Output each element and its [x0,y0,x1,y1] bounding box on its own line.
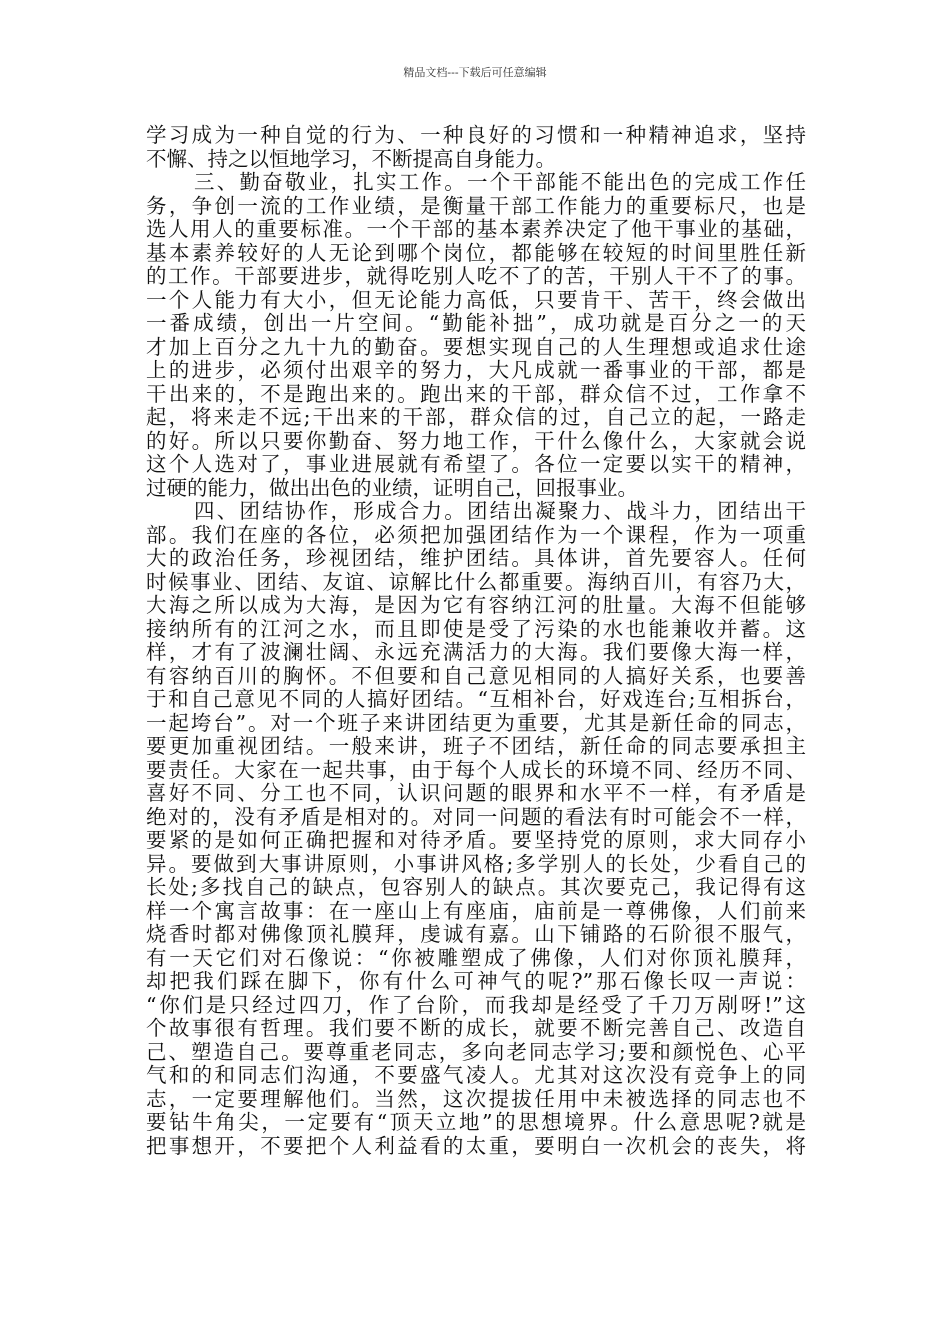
text-line: 有一天它们对石像说：“你被雕塑成了佛像，人们对你顶礼膜拜， [146,946,806,970]
text-line: 过硬的能力，做出出色的业绩，证明自己，回报事业。 [146,476,638,500]
text-line: 有容纳百川的胸怀。不但要和自己意见相同的人搞好关系，也要善 [146,664,806,688]
text-line: 部。我们在座的各位，必须把加强团结作为一个课程，作为一项重 [146,523,806,547]
text-line: 基本素养较好的人无论到哪个岗位，都能够在较短的时间里胜任新 [146,241,806,265]
text-line: 一番成绩，创出一片空间。“勤能补拙”，成功就是百分之一的天 [146,312,806,335]
text-line: 的工作。干部要进步，就得吃别人吃不了的苦，干别人干不了的事。 [146,265,806,288]
text-line: 要更加重视团结。一般来讲，班子不团结，新任命的同志要承担主 [146,735,806,758]
text-line: 长处;多找自己的缺点，包容别人的缺点。其次要克己，我记得有这 [146,876,806,899]
text-line: 要钻牛角尖，一定要有“顶天立地”的思想境界。什么意思呢?就是 [146,1111,806,1134]
text-line: 的好。所以只要你勤奋、努力地工作，干什么像什么，大家就会说 [146,429,806,453]
text-line: 要紧的是如何正确把握和对待矛盾。要坚持党的原则，求大同存小 [146,829,806,852]
text-line: 于和自己意见不同的人搞好团结。“互相补台，好戏连台;互相拆台， [146,688,806,711]
page-header: 精品文档---下载后可任意编辑 [403,66,547,79]
text-line: 接纳所有的江河之水，而且即使是受了污染的水也能兼收并蓄。这 [146,617,806,641]
text-line: 这个人选对了，事业进展就有希望了。各位一定要以实干的精神， [146,453,806,476]
text-line: 务，争创一流的工作业绩，是衡量干部工作能力的重要标尺，也是 [146,194,806,218]
text-line: 四、团结协作，形成合力。团结出凝聚力、战斗力，团结出干 [194,500,806,523]
text-line: 绝对的，没有矛盾是相对的。对同一问题的看法有时可能会不一样， [146,805,806,829]
text-line: 时候事业、团结、友谊、谅解比什么都重要。海纳百川，有容乃大， [146,570,806,594]
text-line: 样一个寓言故事：在一座山上有座庙，庙前是一尊佛像，人们前来 [146,899,806,923]
text-line: 把事想开，不要把个人利益看的太重，要明白一次机会的丧失，将 [146,1134,806,1158]
text-line: 干出来的，不是跑出来的。跑出来的干部，群众信不过，工作拿不 [146,382,806,406]
text-line: 大海之所以成为大海，是因为它有容纳江河的肚量。大海不但能够 [146,594,806,617]
text-line: “你们是只经过四刀，作了台阶，而我却是经受了千刀万剐呀!”这 [146,993,806,1017]
text-line: 要责任。大家在一起共事，由于每个人成长的环境不同、经历不同、 [146,758,806,782]
text-line: 一个人能力有大小，但无论能力高低，只要肯干、苦干，终会做出 [146,288,806,312]
text-line: 学习成为一种自觉的行为、一种良好的习惯和一种精神追求，坚持 [146,124,806,147]
text-line: 才加上百分之九十九的勤奋。要想实现自己的人生理想或追求仕途 [146,335,806,359]
text-line: 起，将来走不远;干出来的干部，群众信的过，自己立的起，一路走 [146,406,806,429]
text-line: 喜好不同、分工也不同，认识问题的眼界和水平不一样，有矛盾是 [146,782,806,805]
text-line: 却把我们踩在脚下，你有什么可神气的呢?”那石像长叹一声说： [146,970,806,993]
text-line: 选人用人的重要标准。一个干部的基本素养决定了他干事业的基础， [146,218,806,241]
text-line: 不懈、持之以恒地学习，不断提高自身能力。 [146,147,556,171]
text-line: 上的进步，必须付出艰辛的努力，大凡成就一番事业的干部，都是 [146,359,806,382]
text-line: 个故事很有哲理。我们要不断的成长，就要不断完善自己、改造自 [146,1017,806,1040]
text-line: 气和的和同志们沟通，不要盛气凌人。尤其对这次没有竞争上的同 [146,1064,806,1087]
text-line: 样，才有了波澜壮阔、永远充满活力的大海。我们要像大海一样， [146,641,806,664]
text-line: 大的政治任务，珍视团结，维护团结。具体讲，首先要容人。任何 [146,547,806,570]
text-line: 志，一定要理解他们。当然，这次提拔任用中未被选择的同志也不 [146,1087,806,1111]
text-line: 异。要做到大事讲原则，小事讲风格;多学别人的长处，少看自己的 [146,852,806,876]
document-body [146,124,806,1158]
text-line: 一起垮台”。对一个班子来讲团结更为重要，尤其是新任命的同志， [146,711,806,735]
text-line: 三、勤奋敬业，扎实工作。一个干部能不能出色的完成工作任 [194,171,806,194]
text-line: 烧香时都对佛像顶礼膜拜，虔诚有嘉。山下铺路的石阶很不服气， [146,923,806,946]
text-line: 己、塑造自己。要尊重老同志，多向老同志学习;要和颜悦色、心平 [146,1040,806,1064]
